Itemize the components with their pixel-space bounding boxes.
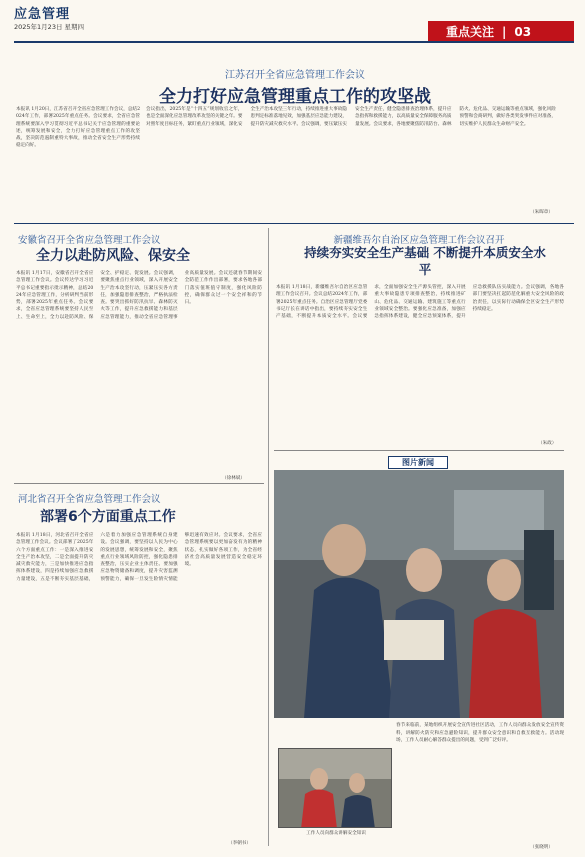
article4-body-text: 本报讯 1月18日，河北省召开全省应急管理工作会议。会议部署了2025年六个方面重点工作：一是深入推进安全生产治本攻坚，二是全面提升防灾减灾救灾能力，三是加快推进应急指挥体系建设，四是持续加强应急救援力量建设，五是不断夯实基层基础，六是着力加强应急管理系统自身建设。会议强调，要坚持以人民为中心的发展思想，统筹发展和安全，聚焦重点行业领域风险防控，强化隐患排查整治，压实企业主体责任。要加强应急物资储备和调度，提升灾害监测预警能力，确保一旦发生险情灾情能够迅速有效应对。会议要求，全省应急管理系统要以更加奋发有为的精神状态，扎实做好各项工作，为全省经济社会高质量发展营造安全稳定环境。 (16, 533, 262, 582)
column-divider (268, 228, 269, 846)
article3-title: 持续夯实安全生产基础 不断提升本质安全水平 (304, 245, 546, 277)
article2-body-text: 本报讯 1月17日，安徽省召开全省应急管理工作会议。会议传达学习习近平总书记重要指示批示精神，总结2024年应急管理工作，分析研判当前形势，部署2025年重点任务。会议要求，全省应急管理系统要坚持人民至上、生命至上，全力以赴防风险、保安全、护稳定、促发展。会议强调，要聚焦重点行业领域，深入开展安全生产治本攻坚行动，压紧压实各方责任，加强隐患排查整治，严格执法检查。要突出抓好防汛抗旱、森林防灭火等工作，提升应急救援能力和基层应急管理能力，推动全省应急管理事业高质量发展。会议还就春节期间安全防范工作作出部署，要求各地各部门落实值班值守制度，强化风险防控，确保群众过一个安全祥和的节日。 (16, 271, 262, 320)
section-separator: | (502, 24, 507, 39)
article4-author: （李朝书） (228, 841, 251, 846)
photo-author: （张晓明） (530, 845, 553, 850)
masthead-date: 2025年1月23日 星期四 (14, 23, 85, 31)
article2-title: 全力以赴防风险、保安全 (36, 248, 190, 264)
inset-photo (278, 748, 392, 828)
page-number: 03 (514, 24, 532, 39)
article4-body (16, 532, 262, 844)
section-header (428, 21, 574, 42)
news-photo (274, 470, 564, 718)
article2-body (16, 270, 262, 478)
article1-body-text: 会议指出，2025年是“十四五”规划收官之年，也是全面深化应急管理改革攻坚的关键之年。要对照年度目标任务，紧盯重点行业领域，深化安全生产治本攻坚三年行动，持续推进重大事故隐患判定标准落地见效，加强基层应急能力建设，提升防灾减灾救灾水平。会议强调，要压紧压实安全生产责任，健全隐患排查治理体系，提升应急指挥和救援能力，以高质量安全保障服务高质量发展。会议要求，各地要聚焦防汛防台、森林防火、危化品、交通运输等重点领域，强化风险预警和会商研判，做好各类突发事件应对准备，切实维护人民群众生命财产安全。 (146, 107, 556, 127)
article1-kicker: 江苏召开全省应急管理工作会议 (225, 70, 365, 81)
photo-news-label: 图片新闻 (388, 456, 448, 469)
inset-photo-image (279, 749, 392, 828)
article4-title: 部署6个方面重点工作 (40, 509, 176, 525)
article1-divider (14, 223, 574, 224)
news-photo-image (274, 470, 564, 718)
photo-caption: 春节来临前，某地组织开展安全宣传进社区活动，工作人员向群众发放安全宣传资料，讲解防火防灾和应急避险知识，提升群众安全意识和自救互救能力。活动现场，工作人员耐心解答群众提出的问题，受到广泛好评。 (396, 723, 564, 744)
article1-lead: 本报讯 1月20日，江苏省召开全省应急管理工作会议，总结2024年工作，部署2025年重点任务。会议要求，全省应急管理系统要深入学习贯彻习近平总书记关于应急管理的重要论述，统筹发展和安全，全力打好应急管理重点工作的攻坚战，坚决防范遏制重特大事故，推动全省安全生产形势持续稳定向好。 (16, 107, 140, 149)
article1-body (146, 106, 556, 218)
article3-kicker: 新疆维吾尔自治区应急管理工作会议召开 (333, 235, 505, 246)
section-label: 重点关注 (446, 25, 495, 39)
article4-top-divider (14, 483, 264, 484)
article2-kicker: 安徽省召开全省应急管理工作会议 (18, 235, 161, 246)
article3-body (276, 284, 564, 444)
article3-author: （朱政） (538, 441, 557, 446)
article3-body-text: 本报讯 1月18日，新疆维吾尔自治区应急管理工作会议召开。会议总结2024年工作，部署2025年重点任务。自治区应急管理厅党委书记厅长在讲话中指出，要持续夯实安全生产基础，不断提升本质安全水平。会议要求，全面加强安全生产源头管控，深入开展重大事故隐患专项排查整治，持续推进矿山、危化品、交通运输、建筑施工等重点行业领域安全整治。要强化应急准备，加强应急指挥体系建设，健全应急预案体系，提升应急救援队伍实战能力。会议强调，各地各部门要坚决扛起防范化解重大安全风险的政治责任，以实际行动确保全区安全生产形势持续稳定。 (276, 285, 564, 320)
masthead-name: 应急管理 (14, 7, 71, 22)
article3-divider (274, 450, 564, 451)
article1-title: 全力打好应急管理重点工作的攻坚战 (159, 87, 431, 107)
article2-author: （徐林斌） (222, 476, 245, 481)
inset-caption: 工作人员向群众讲解安全知识 (306, 831, 366, 836)
article1-author: （朱晖章） (530, 210, 553, 215)
top-rule (14, 41, 574, 43)
article4-kicker: 河北省召开全省应急管理工作会议 (18, 494, 161, 505)
